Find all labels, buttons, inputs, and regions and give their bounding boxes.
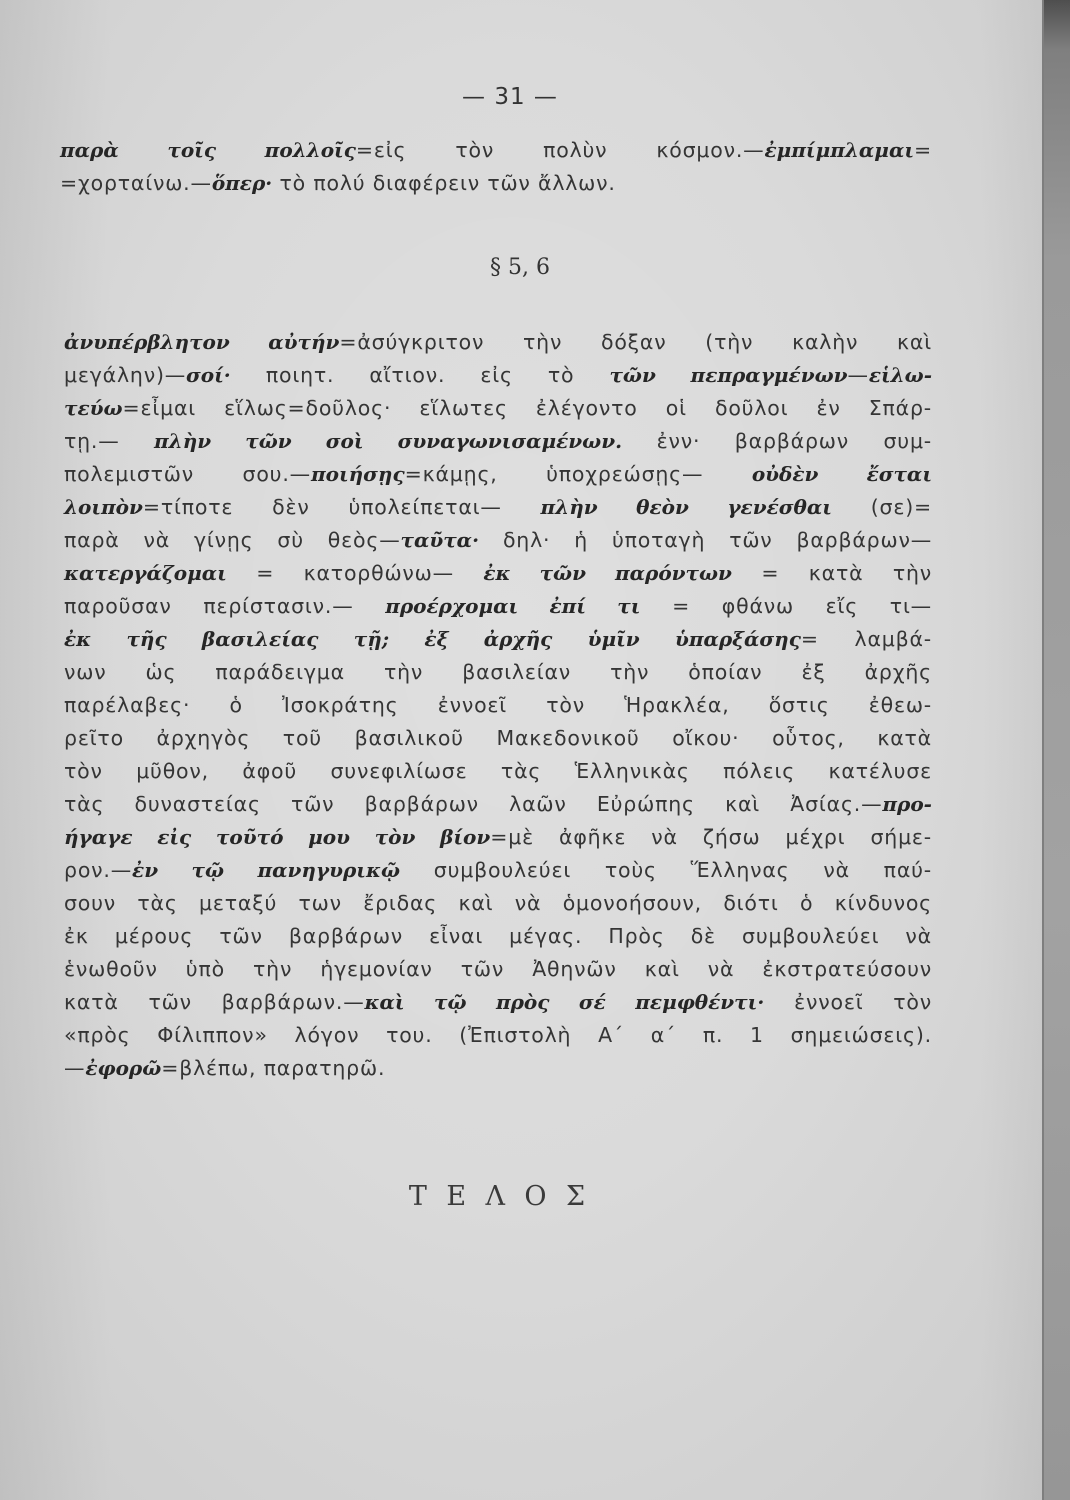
gloss-text: = κατὰ τὴν bbox=[731, 561, 933, 585]
gloss-text: =μὲ ἀφῆκε νὰ ζήσω μέχρι σήμε- bbox=[490, 825, 932, 849]
text-line bbox=[64, 986, 932, 1019]
text-line bbox=[64, 557, 932, 590]
gloss-text: παρέλαβες· ὁ Ἰσοκράτης ἐννοεῖ τὸν Ἡρακλέα, ὅστις ἐθεω- bbox=[64, 693, 932, 717]
glossed-term: λοιπὸν bbox=[64, 495, 143, 519]
gloss-text: = κατορθώνω— bbox=[226, 561, 484, 585]
gloss-text: =βλέπω, παρατηρῶ. bbox=[161, 1056, 386, 1080]
text-line bbox=[64, 359, 932, 392]
gloss-text: =τίποτε δὲν ὑπολείπεται— bbox=[142, 495, 541, 519]
gloss-text: ἐννοεῖ τὸν bbox=[764, 990, 932, 1014]
gloss-text: συμβουλεύει τοὺς Ἕλληνας νὰ παύ- bbox=[400, 858, 932, 882]
text-line bbox=[64, 1052, 932, 1085]
text-line bbox=[64, 458, 932, 491]
glossed-term: ἐκ τῶν παρόντων bbox=[483, 561, 732, 585]
glossed-term: πλὴν τῶν σοὶ συναγωνισαμένων. bbox=[154, 429, 623, 453]
gloss-text: =κάμῃς, ὑποχρεώσῃς— bbox=[404, 462, 752, 486]
text-line bbox=[64, 755, 932, 788]
text-line bbox=[64, 920, 932, 953]
gloss-text: σουν τὰς μεταξύ των ἔριδας καὶ νὰ ὁμονοήσουν, διότι ὁ κίνδυνος bbox=[64, 891, 932, 915]
text-line bbox=[60, 167, 932, 200]
gloss-text: = λαμβά- bbox=[800, 627, 933, 651]
end-marker: ΤΕΛΟΣ bbox=[408, 1181, 605, 1212]
gloss-text: δηλ· ἡ ὑποταγὴ τῶν βαρβάρων— bbox=[479, 528, 933, 552]
glossed-term: ὅπερ· bbox=[211, 171, 273, 195]
text-line bbox=[64, 425, 932, 458]
text-line bbox=[64, 854, 932, 887]
glossed-term: εἱλω- bbox=[868, 363, 933, 387]
glossed-term: ἐν τῷ πανηγυρικῷ bbox=[132, 858, 400, 882]
glossed-term: ἐκ τῆς βασιλείας τῇ; ἐξ ἀρχῆς ὑμῖν ὑπαρξάσης bbox=[64, 627, 801, 651]
section-notes-paragraph bbox=[64, 326, 932, 1085]
text-line bbox=[64, 821, 932, 854]
glossed-term: τεύω bbox=[64, 396, 123, 420]
gloss-text: =ἀσύγκριτον τὴν δόξαν (τὴν καλὴν καὶ bbox=[339, 330, 932, 354]
gloss-text: (σε)= bbox=[831, 495, 932, 519]
gloss-text: κατὰ τῶν βαρβάρων.— bbox=[64, 990, 365, 1014]
text-line bbox=[64, 524, 932, 557]
gloss-text: — bbox=[847, 363, 869, 387]
glossed-term: παρὰ τοῖς πολλοῖς bbox=[60, 138, 356, 162]
gloss-text: «πρὸς Φίλιππον» λόγον του. (Ἐπιστολὴ Α΄ α΄ π. 1 σημειώσεις). bbox=[64, 1023, 932, 1047]
text-line bbox=[64, 590, 932, 623]
gloss-text: — bbox=[64, 1056, 86, 1080]
glossed-term: κατεργάζομαι bbox=[64, 561, 227, 585]
gloss-text: τὰς δυναστείας τῶν βαρβάρων λαῶν Εὐρώπης καὶ Ἀσίας.— bbox=[64, 792, 883, 816]
gloss-text: =εἶμαι εἵλως=δοῦλος· εἵλωτες ἐλέγοντο οἱ δοῦλοι ἐν Σπάρ- bbox=[122, 396, 932, 420]
gloss-text: ρον.— bbox=[64, 858, 133, 882]
gloss-text: ποιητ. αἴτιον. εἰς τὸ bbox=[230, 363, 610, 387]
text-line bbox=[64, 887, 932, 920]
section-heading: § 5, 6 bbox=[490, 255, 550, 280]
glossed-term: ήγαγε εἰς τοῦτό μου τὸν βίον bbox=[64, 825, 491, 849]
text-line bbox=[64, 491, 932, 524]
text-line bbox=[64, 623, 932, 656]
text-line bbox=[64, 689, 932, 722]
gloss-text: παροῦσαν περίστασιν.— bbox=[64, 594, 386, 618]
gloss-text: ἐκ μέρους τῶν βαρβάρων εἶναι μέγας. Πρὸς δὲ συμβουλεύει νὰ bbox=[64, 924, 932, 948]
glossed-term: ἐφορῶ bbox=[85, 1056, 162, 1080]
page-edge-shadow bbox=[1042, 0, 1070, 1500]
glossed-term: οὐδὲν ἔσται bbox=[751, 462, 932, 486]
gloss-text: παρὰ νὰ γίνῃς σὺ θεὸς— bbox=[64, 528, 401, 552]
glossed-term: ἀνυπέρβλητον αὐτήν bbox=[64, 330, 340, 354]
gloss-text: ρεῖτο ἀρχηγὸς τοῦ βασιλικοῦ Μακεδονικοῦ οἴκου· οὗτος, κατὰ bbox=[64, 726, 932, 750]
gloss-text: ἐνν· βαρβάρων συμ- bbox=[622, 429, 932, 453]
gloss-text: πολεμιστῶν σου.— bbox=[64, 462, 311, 486]
text-line bbox=[64, 953, 932, 986]
gloss-text: = φθάνω εἴς τι— bbox=[640, 594, 932, 618]
glossed-term: καὶ τῷ πρὸς σέ πεμφθέντι· bbox=[364, 990, 765, 1014]
gloss-text: =εἰς τὸν πολὺν κόσμον.— bbox=[355, 138, 765, 162]
text-line bbox=[60, 134, 932, 167]
gloss-text: μεγάλην)— bbox=[64, 363, 187, 387]
gloss-text: =χορταίνω.— bbox=[60, 171, 212, 195]
text-line bbox=[64, 392, 932, 425]
gloss-text: = bbox=[914, 138, 932, 162]
glossed-term: πλὴν θεὸν γενέσθαι bbox=[540, 495, 832, 519]
gloss-text: τὸν μῦθον, ἀφοῦ συνεφιλίωσε τὰς Ἑλληνικὰς πόλεις κατέλυσε bbox=[64, 759, 932, 783]
text-line bbox=[64, 656, 932, 689]
text-line bbox=[64, 326, 932, 359]
text-line bbox=[64, 788, 932, 821]
text-line bbox=[64, 1019, 932, 1052]
gloss-text: τῃ.— bbox=[64, 429, 155, 453]
glossed-term: σοί· bbox=[186, 363, 231, 387]
gloss-text: νων ὡς παράδειγμα τὴν βασιλείαν τὴν ὁποίαν ἐξ ἀρχῆς bbox=[64, 660, 932, 684]
gloss-text: ἑνωθοῦν ὑπὸ τὴν ἡγεμονίαν τῶν Ἀθηνῶν καὶ νὰ ἐκστρατεύσουν bbox=[64, 957, 932, 981]
glossed-term: ἐμπίμπλαμαι bbox=[764, 138, 915, 162]
glossed-term: προέρχομαι ἐπί τι bbox=[385, 594, 641, 618]
page-number: — 31 — bbox=[462, 84, 558, 110]
gloss-text: τὸ πολύ διαφέρειν τῶν ἄλλων. bbox=[272, 171, 616, 195]
glossed-term: προ- bbox=[882, 792, 932, 816]
glossed-term: τῶν πεπραγμένων bbox=[609, 363, 848, 387]
text-line bbox=[64, 722, 932, 755]
glossed-term: ποιήσῃς bbox=[310, 462, 405, 486]
continued-notes-paragraph bbox=[60, 134, 932, 200]
glossed-term: ταῦτα· bbox=[400, 528, 480, 552]
